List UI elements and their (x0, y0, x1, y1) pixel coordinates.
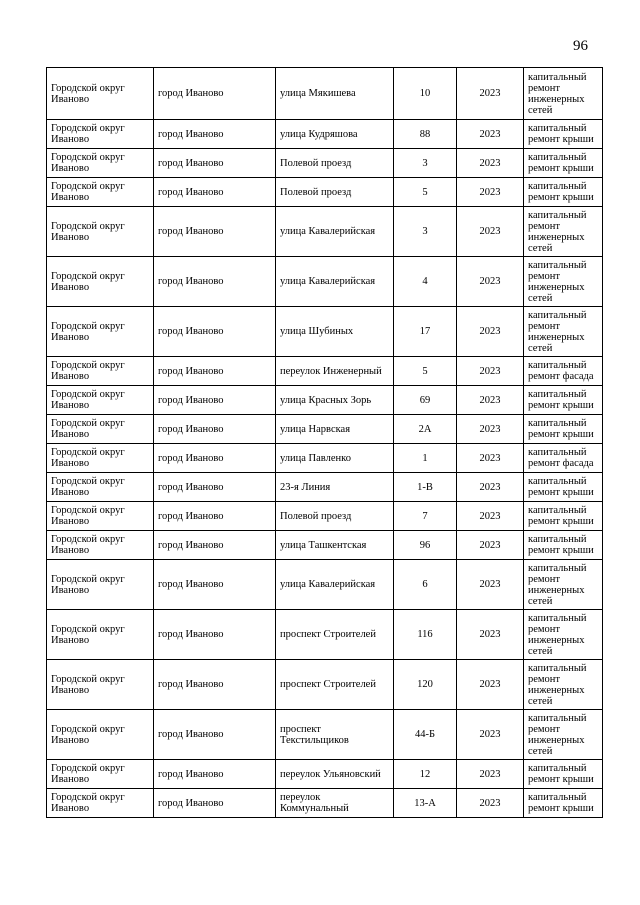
table-row (47, 660, 603, 710)
street-cell: переулок Инженерный (276, 357, 394, 386)
house-number-cell: 5 (394, 357, 457, 386)
municipal-district-cell: Городской округ Иваново (47, 531, 154, 560)
city-cell: город Иваново (154, 178, 276, 207)
table-row (47, 473, 603, 502)
street-cell: улица Нарвская (276, 415, 394, 444)
work-type-cell: капитальный ремонт крыши (524, 502, 603, 531)
house-number-cell: 4 (394, 257, 457, 307)
table-row (47, 120, 603, 149)
street-cell: улица Кудряшова (276, 120, 394, 149)
table-row (47, 386, 603, 415)
street-cell: Полевой проезд (276, 149, 394, 178)
house-number-cell: 3 (394, 149, 457, 178)
work-type-cell: капитальный ремонт фасада (524, 444, 603, 473)
city-cell: город Иваново (154, 415, 276, 444)
table-row (47, 610, 603, 660)
year-cell: 2023 (457, 415, 524, 444)
municipal-district-cell: Городской округ Иваново (47, 502, 154, 531)
work-type-cell: капитальный ремонт инженерных сетей (524, 660, 603, 710)
city-cell: город Иваново (154, 386, 276, 415)
year-cell: 2023 (457, 789, 524, 818)
table-row (47, 357, 603, 386)
street-cell: улица Мякишева (276, 68, 394, 120)
table-row (47, 760, 603, 789)
table-row (47, 207, 603, 257)
year-cell: 2023 (457, 473, 524, 502)
municipal-district-cell: Городской округ Иваново (47, 560, 154, 610)
city-cell: город Иваново (154, 760, 276, 789)
street-cell: проспект Строителей (276, 610, 394, 660)
work-type-cell: капитальный ремонт крыши (524, 386, 603, 415)
year-cell: 2023 (457, 531, 524, 560)
table-row (47, 560, 603, 610)
work-type-cell: капитальный ремонт инженерных сетей (524, 68, 603, 120)
city-cell: город Иваново (154, 444, 276, 473)
year-cell: 2023 (457, 149, 524, 178)
house-number-cell: 2А (394, 415, 457, 444)
city-cell: город Иваново (154, 149, 276, 178)
street-cell: улица Кавалерийская (276, 560, 394, 610)
city-cell: город Иваново (154, 257, 276, 307)
year-cell: 2023 (457, 560, 524, 610)
house-number-cell: 12 (394, 760, 457, 789)
municipal-district-cell: Городской округ Иваново (47, 789, 154, 818)
house-number-cell: 17 (394, 307, 457, 357)
year-cell: 2023 (457, 307, 524, 357)
municipal-district-cell: Городской округ Иваново (47, 444, 154, 473)
work-type-cell: капитальный ремонт инженерных сетей (524, 560, 603, 610)
table-row (47, 415, 603, 444)
house-number-cell: 6 (394, 560, 457, 610)
municipal-district-cell: Городской округ Иваново (47, 660, 154, 710)
year-cell: 2023 (457, 760, 524, 789)
street-cell: переулок Ульяновский (276, 760, 394, 789)
page-number: 96 (573, 38, 588, 54)
municipal-district-cell: Городской округ Иваново (47, 257, 154, 307)
table-row (47, 444, 603, 473)
repair-registry-table (46, 67, 603, 818)
street-cell: улица Кавалерийская (276, 207, 394, 257)
house-number-cell: 116 (394, 610, 457, 660)
municipal-district-cell: Городской округ Иваново (47, 178, 154, 207)
municipal-district-cell: Городской округ Иваново (47, 357, 154, 386)
municipal-district-cell: Городской округ Иваново (47, 760, 154, 789)
street-cell: проспект Строителей (276, 660, 394, 710)
work-type-cell: капитальный ремонт инженерных сетей (524, 610, 603, 660)
municipal-district-cell: Городской округ Иваново (47, 710, 154, 760)
city-cell: город Иваново (154, 710, 276, 760)
city-cell: город Иваново (154, 68, 276, 120)
year-cell: 2023 (457, 207, 524, 257)
year-cell: 2023 (457, 68, 524, 120)
street-cell: улица Шубиных (276, 307, 394, 357)
table-row (47, 257, 603, 307)
house-number-cell: 44-Б (394, 710, 457, 760)
house-number-cell: 1 (394, 444, 457, 473)
municipal-district-cell: Городской округ Иваново (47, 120, 154, 149)
work-type-cell: капитальный ремонт инженерных сетей (524, 207, 603, 257)
year-cell: 2023 (457, 120, 524, 149)
municipal-district-cell: Городской округ Иваново (47, 149, 154, 178)
city-cell: город Иваново (154, 207, 276, 257)
municipal-district-cell: Городской округ Иваново (47, 307, 154, 357)
work-type-cell: капитальный ремонт крыши (524, 149, 603, 178)
house-number-cell: 3 (394, 207, 457, 257)
city-cell: город Иваново (154, 531, 276, 560)
work-type-cell: капитальный ремонт крыши (524, 760, 603, 789)
city-cell: город Иваново (154, 660, 276, 710)
year-cell: 2023 (457, 710, 524, 760)
municipal-district-cell: Городской округ Иваново (47, 473, 154, 502)
work-type-cell: капитальный ремонт крыши (524, 178, 603, 207)
municipal-district-cell: Городской округ Иваново (47, 415, 154, 444)
year-cell: 2023 (457, 444, 524, 473)
table-row (47, 531, 603, 560)
year-cell: 2023 (457, 357, 524, 386)
street-cell: проспект Текстильщиков (276, 710, 394, 760)
street-cell: Полевой проезд (276, 502, 394, 531)
street-cell: улица Кавалерийская (276, 257, 394, 307)
registry-body (47, 68, 603, 818)
street-cell: улица Павленко (276, 444, 394, 473)
year-cell: 2023 (457, 257, 524, 307)
work-type-cell: капитальный ремонт фасада (524, 357, 603, 386)
house-number-cell: 88 (394, 120, 457, 149)
city-cell: город Иваново (154, 560, 276, 610)
house-number-cell: 10 (394, 68, 457, 120)
street-cell: Полевой проезд (276, 178, 394, 207)
year-cell: 2023 (457, 610, 524, 660)
municipal-district-cell: Городской округ Иваново (47, 610, 154, 660)
municipal-district-cell: Городской округ Иваново (47, 68, 154, 120)
work-type-cell: капитальный ремонт крыши (524, 531, 603, 560)
year-cell: 2023 (457, 660, 524, 710)
street-cell: переулок Коммунальный (276, 789, 394, 818)
house-number-cell: 1-В (394, 473, 457, 502)
work-type-cell: капитальный ремонт крыши (524, 789, 603, 818)
work-type-cell: капитальный ремонт инженерных сетей (524, 710, 603, 760)
city-cell: город Иваново (154, 473, 276, 502)
municipal-district-cell: Городской округ Иваново (47, 207, 154, 257)
table-row (47, 68, 603, 120)
city-cell: город Иваново (154, 307, 276, 357)
house-number-cell: 13-А (394, 789, 457, 818)
city-cell: город Иваново (154, 789, 276, 818)
year-cell: 2023 (457, 502, 524, 531)
city-cell: город Иваново (154, 357, 276, 386)
work-type-cell: капитальный ремонт крыши (524, 473, 603, 502)
work-type-cell: капитальный ремонт крыши (524, 120, 603, 149)
city-cell: город Иваново (154, 502, 276, 531)
city-cell: город Иваново (154, 610, 276, 660)
house-number-cell: 5 (394, 178, 457, 207)
table-row (47, 502, 603, 531)
work-type-cell: капитальный ремонт крыши (524, 415, 603, 444)
street-cell: улица Ташкентская (276, 531, 394, 560)
table-row (47, 307, 603, 357)
house-number-cell: 7 (394, 502, 457, 531)
table-row (47, 178, 603, 207)
table-row (47, 710, 603, 760)
municipal-district-cell: Городской округ Иваново (47, 386, 154, 415)
city-cell: город Иваново (154, 120, 276, 149)
street-cell: улица Красных Зорь (276, 386, 394, 415)
work-type-cell: капитальный ремонт инженерных сетей (524, 257, 603, 307)
house-number-cell: 69 (394, 386, 457, 415)
work-type-cell: капитальный ремонт инженерных сетей (524, 307, 603, 357)
table-row (47, 789, 603, 818)
house-number-cell: 120 (394, 660, 457, 710)
table-row (47, 149, 603, 178)
year-cell: 2023 (457, 386, 524, 415)
street-cell: 23-я Линия (276, 473, 394, 502)
year-cell: 2023 (457, 178, 524, 207)
house-number-cell: 96 (394, 531, 457, 560)
